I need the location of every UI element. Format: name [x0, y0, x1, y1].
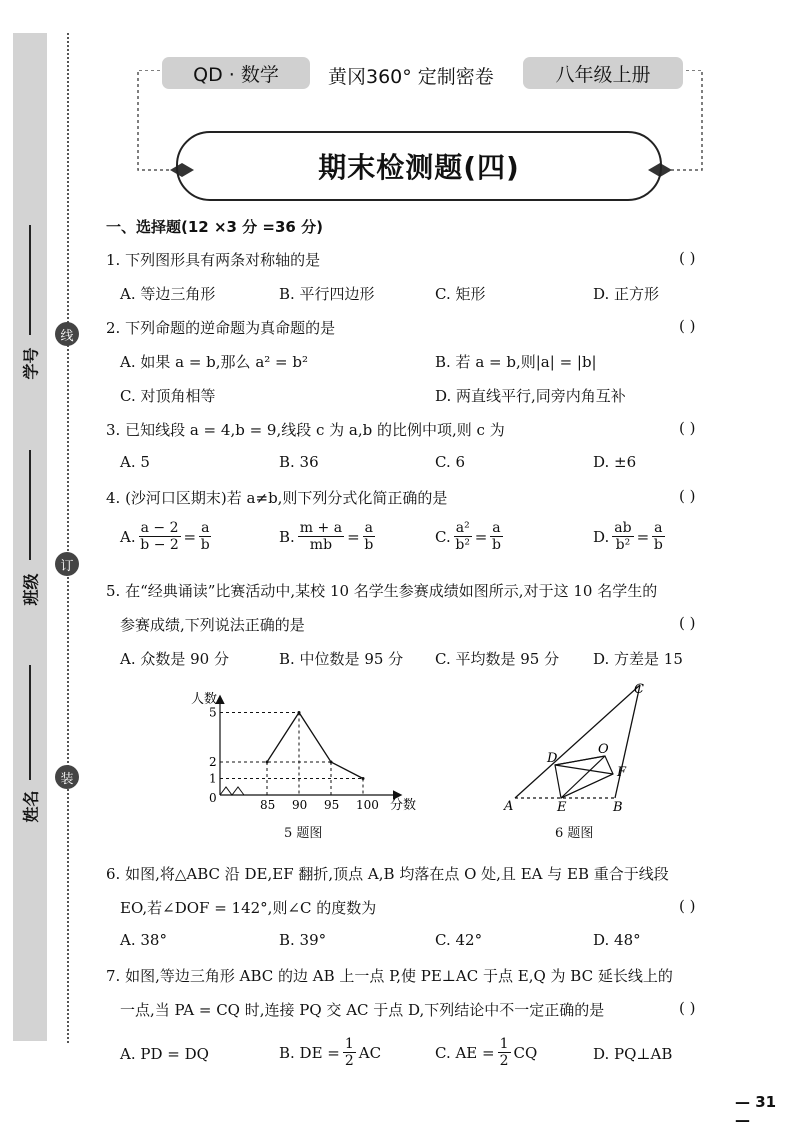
q5-option-a: A. 众数是 90 分 [120, 650, 229, 668]
q4-b-rden: b [364, 537, 374, 553]
q2-option-d: D. 两直线平行,同旁内角互补 [435, 387, 626, 405]
q4-d-num: ab [614, 520, 632, 536]
class-line [29, 450, 31, 560]
seal-mark-xian: 线 [55, 322, 79, 346]
q4-b-rhs [363, 520, 375, 553]
q1-stem: 1. 下列图形具有两条对称轴的是 [106, 251, 321, 269]
axis-break [220, 787, 244, 795]
x-axis-label: 分数 [390, 798, 417, 813]
seal-mark-zhuang: 装 [55, 765, 79, 789]
q7-option-d: D. PQ⊥AB [593, 1045, 673, 1063]
class-label: 班级 [21, 573, 41, 606]
q4-d-lhs [612, 520, 633, 553]
q3-answer-box[interactable]: ( ) [679, 419, 696, 437]
q4-c-num: a² [455, 520, 470, 536]
q3-option-d: D. ±6 [593, 453, 637, 471]
series-line [267, 713, 363, 779]
q5-answer-box[interactable]: ( ) [679, 614, 696, 632]
q4-b-lhs [298, 520, 344, 553]
equals-sign: = [347, 527, 360, 546]
q4-c-label: C. [435, 527, 451, 546]
q7-option-b [279, 1036, 381, 1069]
q4-option-b [279, 520, 375, 553]
y-tick-label: 2 [209, 755, 217, 769]
point-label-e: E [557, 800, 567, 813]
q5-option-d: D. 方差是 15 [593, 650, 683, 668]
q4-c-rden: b [491, 537, 501, 553]
y-axis-label: 人数 [191, 692, 218, 707]
x-tick-label: 100 [356, 798, 379, 812]
q4-b-rnum: a [364, 520, 373, 536]
half-num: 1 [499, 1036, 509, 1052]
half-den: 2 [499, 1053, 509, 1069]
q2-stem: 2. 下列命题的逆命题为真命题的是 [106, 319, 336, 337]
q4-d-label: D. [593, 527, 610, 546]
title-box [176, 131, 662, 201]
q6-answer-box[interactable]: ( ) [679, 897, 696, 915]
y-tick-label: 0 [209, 791, 217, 805]
q4-c-den: b² [455, 537, 470, 553]
q7-c-prefix: C. AE = [435, 1043, 495, 1062]
x-tick-label: 95 [324, 798, 340, 812]
q5-line-chart [185, 685, 425, 815]
point-label-b: B [613, 800, 623, 813]
brand-text: 黄冈360° 定制密卷 [328, 66, 494, 88]
fig6-caption: 6 题图 [555, 826, 594, 841]
q4-a-label: A. [120, 527, 136, 546]
q3-option-b: B. 36 [279, 453, 319, 471]
point-label-o: O [598, 742, 609, 757]
q4-b-label: B. [279, 527, 295, 546]
half-den: 2 [344, 1053, 354, 1069]
student-id-label: 学号 [21, 347, 41, 380]
q6-geometry-figure [495, 678, 665, 813]
q1-option-a: A. 等边三角形 [120, 285, 216, 303]
q4-a-den: b − 2 [140, 537, 179, 553]
name-line [29, 665, 31, 780]
q6-option-a: A. 38° [120, 931, 167, 949]
q2-option-a: A. 如果 a = b,那么 a² = b² [120, 353, 308, 371]
q2-option-b: B. 若 a = b,则|a| = |b| [435, 353, 597, 371]
name-label: 姓名 [21, 790, 41, 823]
section-heading: 一、选择题(12 ×3 分 =36 分) [106, 218, 323, 236]
q1-option-d: D. 正方形 [593, 285, 660, 303]
q4-d-rnum: a [654, 520, 663, 536]
q4-c-rnum: a [492, 520, 501, 536]
q5-option-b: B. 中位数是 95 分 [279, 650, 404, 668]
half-num: 1 [344, 1036, 354, 1052]
q7-b-prefix: B. DE = [279, 1043, 340, 1062]
q3-option-c: C. 6 [435, 453, 466, 471]
equals-sign: = [183, 527, 197, 546]
q6-option-d: D. 48° [593, 931, 641, 949]
q7-answer-box[interactable]: ( ) [679, 999, 696, 1017]
q4-option-c [435, 520, 503, 553]
q7-option-c [435, 1036, 537, 1069]
q2-answer-box[interactable]: ( ) [679, 317, 696, 335]
page-title: 期末检测题(四) [318, 151, 520, 184]
q4-stem: 4. (沙河口区期末)若 a≠b,则下列分式化简正确的是 [106, 489, 448, 507]
point-label-f: F [617, 765, 627, 780]
q4-c-lhs [454, 520, 472, 553]
q4-a-lhs [139, 520, 181, 553]
q1-option-b: B. 平行四边形 [279, 285, 375, 303]
point-label-c: C [634, 682, 644, 697]
q7-b-suffix: AC [358, 1043, 382, 1062]
q5-stem-line1: 5. 在“经典诵读”比赛活动中,某校 10 名学生参赛成绩如图所示,对于这 10 名学生的 [106, 582, 658, 600]
q4-a-rhs [199, 520, 211, 553]
q4-answer-box[interactable]: ( ) [679, 487, 696, 505]
q7-stem-line2: 一点,当 PA = CQ 时,连接 PQ 交 AC 于点 D,下列结论中不一定正确的是 [120, 1001, 605, 1019]
q3-option-a: A. 5 [120, 453, 150, 471]
point-label-a: A [504, 799, 514, 813]
q1-answer-box[interactable]: ( ) [679, 249, 696, 267]
q4-d-rden: b [653, 537, 663, 553]
q7-option-a: A. PD = DQ [120, 1045, 209, 1063]
q6-stem-line1: 6. 如图,将△ABC 沿 DE,EF 翻折,顶点 A,B 均落在点 O 处,且 EA 与 EB 重合于线段 [106, 865, 669, 883]
equals-sign: = [474, 527, 488, 546]
q4-c-rhs [490, 520, 502, 553]
one-half-fraction [498, 1036, 511, 1069]
y-tick-label: 1 [209, 771, 217, 786]
q7-c-suffix: CQ [513, 1043, 538, 1062]
seal-mark-ding: 订 [55, 552, 79, 576]
q4-option-d [593, 520, 665, 553]
grade-badge: 八年级上册 [523, 57, 683, 89]
q4-d-den: b² [615, 537, 631, 553]
binding-dotted-line [67, 33, 69, 1043]
q4-a-rnum: a [201, 520, 210, 536]
q7-stem-line1: 7. 如图,等边三角形 ABC 的边 AB 上一点 P,使 PE⊥AC 于点 E,Q 为 BC 延长线上的 [106, 967, 673, 985]
q6-option-c: C. 42° [435, 931, 483, 949]
page-number: — 31 — [735, 1093, 777, 1129]
fig5-caption: 5 题图 [284, 826, 323, 841]
q4-b-num: m + a [299, 520, 343, 536]
student-id-line [29, 225, 31, 335]
y-tick-label: 5 [209, 705, 217, 720]
q2-option-c: C. 对顶角相等 [120, 387, 216, 405]
q4-a-rden: b [200, 537, 210, 553]
q5-option-c: C. 平均数是 95 分 [435, 650, 560, 668]
x-tick-label: 85 [260, 798, 276, 812]
subject-badge: QD · 数学 [162, 57, 310, 89]
q3-stem: 3. 已知线段 a = 4,b = 9,线段 c 为 a,b 的比例中项,则 c 为 [106, 421, 505, 439]
q4-b-den: mb [309, 537, 333, 553]
q4-d-rhs [652, 520, 664, 553]
equals-sign: = [636, 527, 650, 546]
q1-option-c: C. 矩形 [435, 285, 486, 303]
q5-stem-line2: 参赛成绩,下列说法正确的是 [120, 616, 305, 634]
x-tick-label: 90 [292, 798, 308, 812]
one-half-fraction [343, 1036, 356, 1069]
point-label-d: D [547, 751, 558, 766]
q6-stem-line2: EO,若∠DOF = 142°,则∠C 的度数为 [120, 899, 377, 917]
q4-option-a [120, 520, 211, 553]
q4-a-num: a − 2 [140, 520, 179, 536]
q6-option-b: B. 39° [279, 931, 327, 949]
